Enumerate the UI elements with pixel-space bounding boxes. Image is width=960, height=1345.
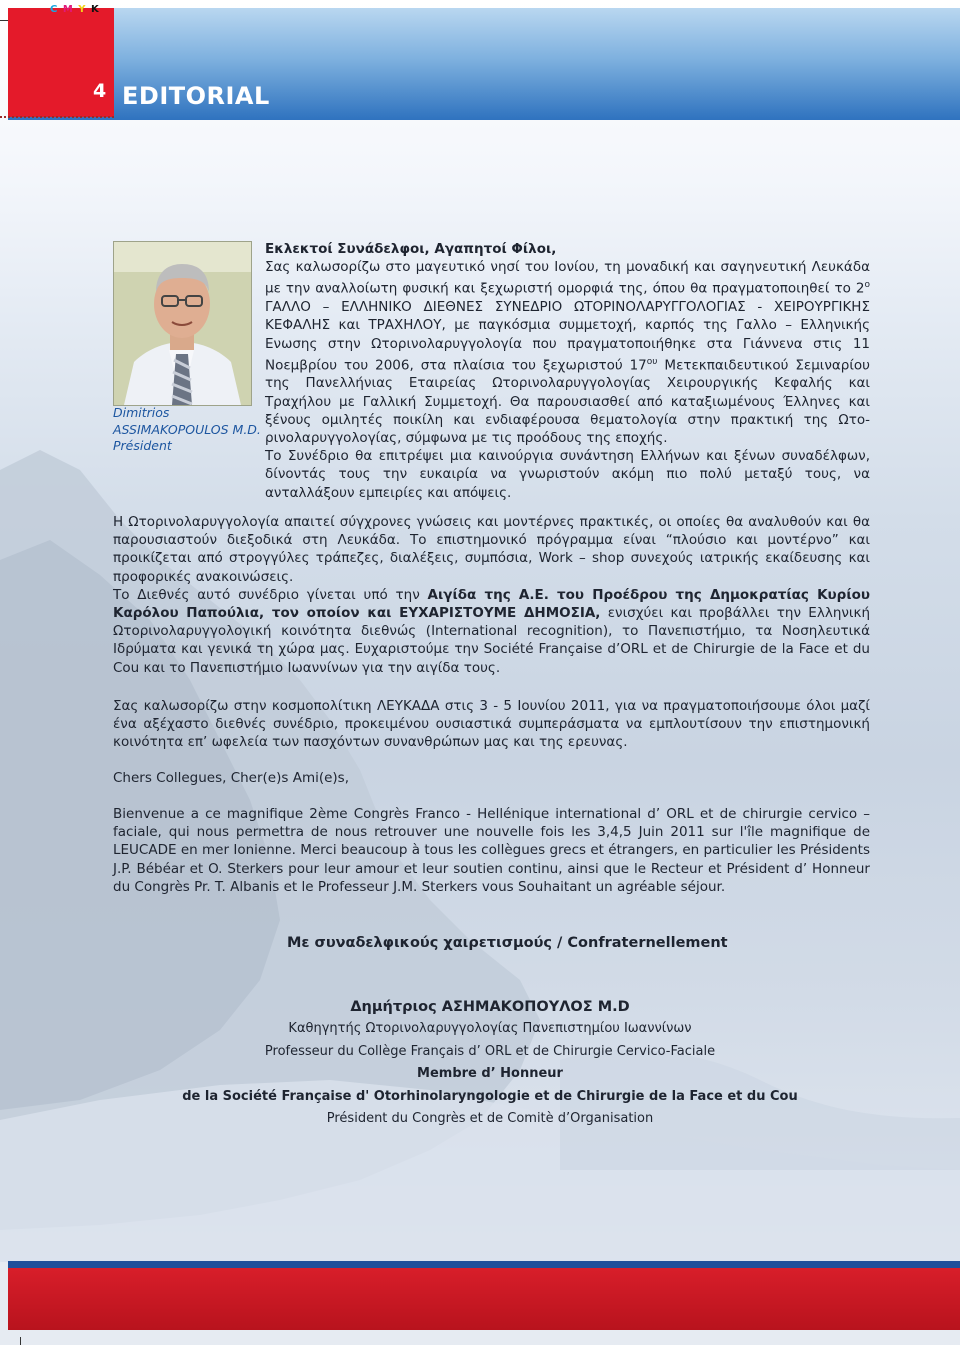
welcome-lefkada: Σας καλωσορίζω στην κοσμοπολίτικη ΛΕΥΚΑΔΑ στις 3 - 5 Ιουνίου 2011, για να πραγματοποιήσουμε όλοι μαζί ένα αξέχαστο διεθνές συνέδριο, προκειμένου ουσιαστικά συμπεράσματα να εμπλουτίσουν την επιστημονική κοινότητα επ’ ωφελεία των πασχόντων συνανθρώπων μας και της ερευνας. [113, 698, 870, 751]
cmyk-k: K [91, 4, 100, 15]
intro-text [265, 240, 870, 502]
cmyk-m: M [62, 4, 74, 15]
portrait-illustration [114, 242, 251, 405]
signature-name: Δημήτριος ΑΣΗΜΑΚΟΠΟΥΛΟΣ Μ.D [350, 999, 630, 1015]
dotted-divider [0, 116, 114, 118]
section-title: EDITORIAL [122, 82, 270, 110]
intro-welcome: Σας καλωσορίζω στο μαγευτικό νησί του Ιονίου, τη μοναδική και σαγηνευτική Λευκάδα με την αναλλοίωτη φυσική και ξεχωριστή ομορφιά της, όπου θα πραγματοποιηθεί το 2 [265, 259, 870, 297]
crop-mark-bottom-left [20, 1337, 21, 1345]
french-salutation: Chers Collegues, Cher(e)s Ami(e)s, [113, 770, 350, 786]
author-photo [113, 241, 252, 406]
signature-title-1: Καθηγητής Ωτορινολαρυγγολογίας Πανεπιστημίου Ιωαννίνων [288, 1021, 692, 1037]
greeting: Εκλεκτοί Συνάδελφοι, Αγαπητοί Φίλοι, [265, 241, 557, 257]
cmyk-y: Y [78, 4, 87, 15]
author-caption [113, 405, 263, 455]
patronage-pre: Το Διεθνές αυτό συνέδριο γίνεται υπό την [113, 586, 428, 603]
intro-congress: ΓΑΛΛΟ – ΕΛΛΗΝΙΚΟ ΔΙΕΘΝΕΣ ΣΥΝΕΔΡΙΟ ΩΤΟΡΙΝΟΛΑΡΥΓΓΟΛΟΓΙΑΣ - ΧΕΙΡΟΥΡΓΙΚΗΣ ΚΕΦΑΛΗΣ και ΤΡΑΧΗΛΟΥ, με παγκόσμια συμμετοχή, καρπός της Γαλλο – Ελληνικής Ενωσης στην Ωτορινολαρυγγολογία που πραγματοποιήθηκε στα Γιάννενα στις 11 Νοεμβρίου του 2006, στα πλαίσια του ξεχωριστού 17 [265, 299, 870, 374]
patronage-post: ενισχύει και προβάλλει την Ελληνική Ωτορινολαρυγγολογική κοινότητα διεθνώς (International recognition), το Πανεπιστήμιο, τα Νοσηλευτικά Ιδρύματα και γενικά τη χώρα μας. Ευχαριστούμε την Société Française d’ORL et de Chirurgie de la Face et du Cou και το Πανεπιστήμιο Ιωαννίνων για την αιγίδα τους. [113, 605, 870, 676]
french-welcome: Bienvenue a ce magnifique 2ème Congrès Franco - Hellénique international d’ ORL et de chirurgie cervico – faciale, qui nous permettra de nous retrouver une nouvelle fois les 3,4,5 Juin 2011 sur l'île magnifique de LEUCADE en mer Ionienne. Merci beaucoup à tous les collègues grecs et étrangers, en particulier les Présidents J.P. Bébéar et O. Sterkers pour leur amour et leur soutien continu, ainsi que le Recteur et Président d’ Honneur du Congrès Pr. T. Albanis et le Professeur J.M. Sterkers vous Souhaitant un agréable séjour. [113, 806, 870, 895]
body-paragraph-1a: Η Ωτορινολαρυγγολογία απαιτεί σύγχρονες γνώσεις και μοντέρνες πρακτικές, οι οποίες θα αναλυθούν και θα παρουσιαστούν διεξοδικά στη Λευκάδα. Το επιστημονικό πρόγραμμα είναι “πλούσιο και μοντέρνο” και προικίζεται από στρογγύλες τράπεζες, διαλέξεις, συμπόσια, Work – shop συνεχούς ιατρικής εκαίδευσης και προφορικές ανακοινώσεις. [113, 514, 870, 585]
patronage-bold: Αιγίδα της Α.Ε. του Προέδρου της Δημοκρατίας Κυρίου Καρόλου Παπούλια, τον οποίον και ΕΥΧΑΡΙΣΤΟΥΜΕ ΔΗΜΟΣΙΑ, [113, 586, 870, 622]
body-paragraph-4 [113, 805, 870, 896]
intro-paragraph [265, 258, 870, 447]
signature-title-3: Membre d’ Honneur [417, 1066, 563, 1082]
body-paragraph-1b [113, 586, 870, 677]
intro-seminar: Μετεκπαιδευτικού Σεμιναρίου της Πανελλήνιας Εταιρείας Ωτορινολαρυγγολογίας Χειρουργικής Κεφαλής και Τραχήλου με Γαλλική Συμμετοχή. Θα παρουσιασθεί από καταξιωμένους Έλληνες και ξένους ομιλητές ποικίλη και ενδιαφέρουσα θεματολογία στην πρακτική της Ωτο-ρινολαρυγγολογίας, σύμφωνα με τις προόδους της εποχής. [265, 357, 870, 447]
author-last-name: ASSIMAKOPOULOS M.D. [113, 421, 261, 437]
signature-title-4: de la Société Française d' Otorhinolaryngologie et de Chirurgie de la Face et du Cou [182, 1088, 798, 1104]
body-paragraph-2 [113, 697, 870, 752]
intro-ordinal-2: ου [646, 356, 658, 367]
cmyk-registration-label [50, 4, 100, 15]
footer-red-band [8, 1268, 960, 1330]
author-first-name: Dimitrios [113, 405, 170, 420]
closing-regards: Με συναδελφικούς χαιρετισμούς / Confraternellement [287, 935, 728, 951]
author-role: Président [113, 438, 172, 453]
page-number: 4 [93, 80, 107, 102]
signature-title-5: Président du Congrès et de Comitè d’Organisation [326, 1111, 654, 1127]
cmyk-c: C [50, 4, 59, 15]
body-paragraph-1 [113, 513, 870, 677]
intro-exchange: Το Συνέδριο θα επιτρέψει μια καινούργια συνάντηση Ελλήνων και ξένων συναδέλφων, δίνοντάς τους την ευκαιρία να γνωριστούν ακόμη πιο πολύ μεταξύ τους, να ανταλλάξουν εμπειρίες και απόψεις. [265, 448, 870, 501]
signature-title-2: Professeur du Collège Français d’ ORL et de Chirurgie Cervico-Faciale [264, 1043, 716, 1059]
signature-block [150, 996, 830, 1130]
intro-ordinal: ο [864, 280, 870, 291]
footer-blue-line [8, 1261, 960, 1268]
body-paragraph-3 [113, 769, 870, 787]
crop-mark-top-left [0, 20, 8, 21]
